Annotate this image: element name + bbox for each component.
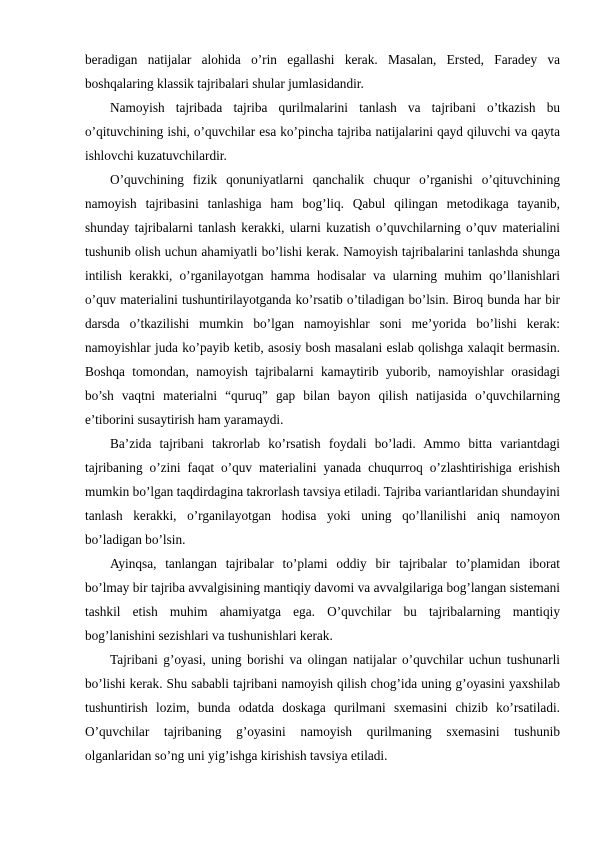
paragraph-2: Namoyish tajribada tajriba qurilmalarini tanlash va tajribani o’tkazish bu o’qituvchining ishi, o’quvchilar esa ko’pincha tajriba natijalarini qayd qiluvchi va qayta ishlovchi kuzatuvchilardir. [85, 100, 560, 163]
paragraph-5: Ayinqsa, tanlangan tajribalar to’plami oddiy bir tajribalar to’plamidan iborat bo’lmay bir tajriba avvalgisining mantiqiy davomi va avvalgilariga bog’langan sistemani tashkil etish muhim ahamiyatga ega. O’quvchilar bu tajribalarning mantiqiy bog’lanishini sezishlari va tushunishlari kerak. [85, 556, 560, 643]
paragraph-1: beradigan natijalar alohida o’rin egallashi kerak. Masalan, Ersted, Faradey va boshqalaring klassik tajribalari shular jumlasidandir. [85, 52, 560, 91]
paragraph-6: Tajribani g’oyasi, uning borishi va olingan natijalar o’quvchilar uchun tushunarli bo’lishi kerak. Shu sababli tajribani namoyish qilish chog’ida uning g’oyasini yaxshilab tushuntirish lozim, bunda odatda doskaga qurilmani sxemasini chizib ko’rsatiladi. O’quvchilar tajribaning g’oyasini namoyish qurilmaning sxemasini tushunib olganlaridan so’ng uni yig’ishga kirishish tavsiya etiladi. [85, 652, 560, 763]
document-page [85, 48, 560, 768]
paragraph-3: O’quvchining fizik qonuniyatlarni qanchalik chuqur o’rganishi o’qituvchining namoyish tajribasini tanlashiga ham bog’liq. Qabul qilingan metodikaga tayanib, shunday tajribalarni tanlash kerakki, ularni kuzatish o’quvchilarning o’quv materialini tushunib olish uchun ahamiyatli bo’lishi kerak. Namoyish tajribalarini tanlashda shunga intilish kerakki, o’rganilayotgan hamma hodisalar va ularning muhim qo’llanishlari o’quv materialini tushuntirilayotganda ko’rsatib o’tiladigan bo’lsin. Biroq bunda har bir darsda o’tkazilishi mumkin bo’lgan namoyishlar soni me’yorida bo’lishi kerak: namoyishlar juda ko’payib ketib, asosiy bosh masalani eslab qolishga xalaqit bermasin. Boshqa tomondan, namoyish tajribalarni kamaytirib yuborib, namoyishlar orasidagi bo’sh vaqtni materialni “quruq” gap bilan bayon qilish natijasida o’quvchilarning e’tiborini susaytirish ham yaramaydi. [85, 172, 560, 427]
paragraph-4: Ba’zida tajribani takrorlab ko’rsatish foydali bo’ladi. Ammo bitta variantdagi tajribaning o’zini faqat o’quv materialini yanada chuqurroq o’zlashtirishiga erishish mumkin bo’lgan taqdirdagina takrorlash tavsiya etiladi. Tajriba variantlaridan shundayini tanlash kerakki, o’rganilayotgan hodisa yoki uning qo’llanilishi aniq namoyon bo’ladigan bo’lsin. [85, 436, 560, 547]
